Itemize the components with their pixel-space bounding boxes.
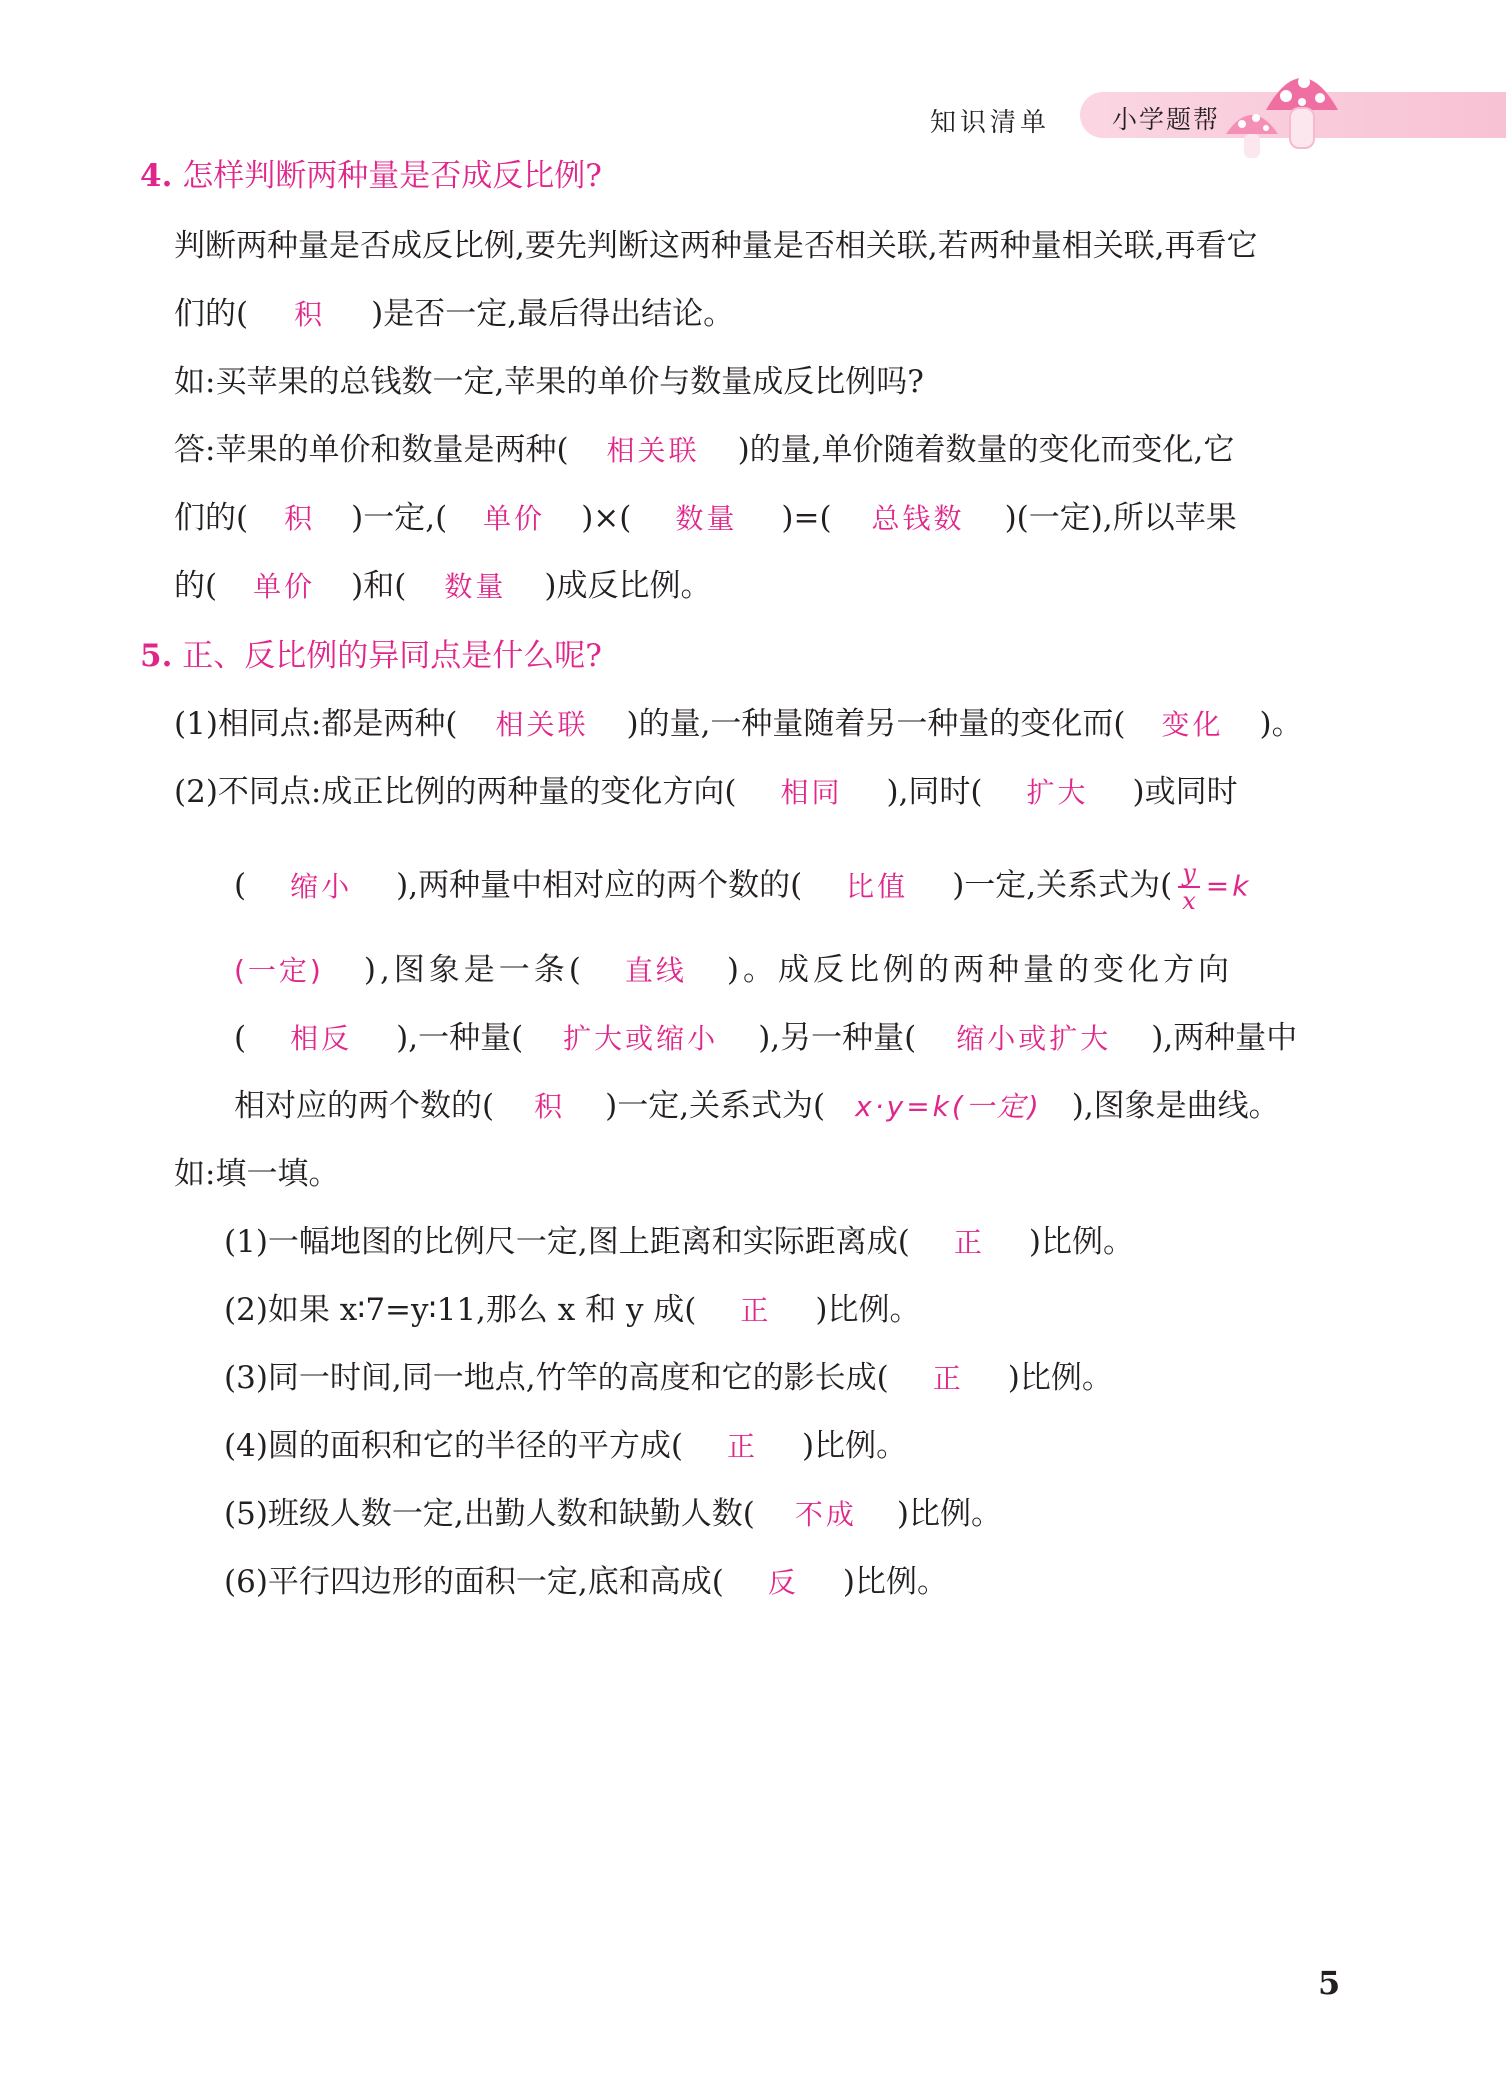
page-number: 5: [1318, 1964, 1341, 2002]
answer: 积: [284, 502, 316, 535]
text: (: [234, 1020, 247, 1056]
answer: 缩小: [290, 869, 353, 903]
text: )比例。: [896, 1496, 1002, 1532]
answer: 数量: [444, 570, 507, 603]
q4-answer-line3: [174, 566, 711, 607]
text: 们的(: [174, 500, 249, 536]
text: )一定,关系式为(: [952, 867, 1173, 904]
text: )。成反比例的两种量的变化方向: [726, 952, 1234, 988]
page-header: [0, 60, 1506, 150]
text: ),另一种量(: [758, 1020, 917, 1056]
text: 们的(: [174, 296, 249, 332]
text: (4)圆的面积和它的半径的平方成(: [224, 1428, 684, 1464]
answer: 相关联: [606, 434, 700, 467]
text: ),两种量中: [1151, 1020, 1298, 1056]
text: )比例。: [1007, 1360, 1113, 1396]
text: )或同时: [1132, 774, 1238, 810]
text: (6)平行四边形的面积一定,底和高成(: [224, 1564, 724, 1600]
text: (: [234, 867, 247, 904]
q5-difference-line4: [234, 1018, 1297, 1059]
fill-item-2: [224, 1290, 921, 1331]
text: )的量,单价随着数量的变化而变化,它: [737, 432, 1235, 468]
text: )=(: [781, 500, 832, 536]
text: )。: [1259, 706, 1303, 742]
fill-item-4: [224, 1426, 907, 1467]
answer: =k: [1205, 869, 1252, 903]
text: (1)相同点:都是两种(: [174, 706, 458, 742]
fill-intro: 如:填一填。: [174, 1156, 340, 1192]
text: )一定,关系式为(: [605, 1088, 826, 1124]
text: (2)不同点:成正比例的两种量的变化方向(: [174, 774, 737, 810]
q4-answer-line1: [174, 430, 1234, 471]
fill-item-3: [224, 1358, 1113, 1399]
fill-item-5: [224, 1494, 1002, 1535]
ratio-fraction: [1178, 860, 1200, 914]
answer: 比值: [846, 869, 909, 903]
answer: 不成: [794, 1498, 857, 1531]
answer: 单价: [483, 502, 546, 535]
fill-item-6: [224, 1562, 948, 1603]
q5-difference-line2: [234, 860, 1251, 914]
text: ),图象是曲线。: [1071, 1088, 1280, 1124]
answer: 缩小或扩大: [956, 1022, 1112, 1055]
answer: 直线: [624, 954, 687, 987]
answer: 相同: [780, 776, 843, 809]
text: ),两种量中相对应的两个数的(: [396, 867, 803, 904]
text: 相对应的两个数的(: [234, 1088, 495, 1124]
q5-difference-line3: [234, 950, 1233, 991]
text: 的(: [174, 568, 218, 604]
q5-heading: [140, 636, 602, 676]
answer: 数量: [675, 502, 738, 535]
text: )比例。: [1028, 1224, 1134, 1260]
q5-difference-line5: [234, 1086, 1280, 1127]
answer: 积: [534, 1090, 566, 1123]
text: ),一种量(: [396, 1020, 524, 1056]
text: (1)一幅地图的比例尺一定,图上距离和实际距离成(: [224, 1224, 910, 1260]
q4-example: 如:买苹果的总钱数一定,苹果的单价与数量成反比例吗?: [174, 364, 924, 400]
q4-p2: [174, 294, 734, 335]
answer: 扩大: [1026, 776, 1089, 809]
answer: 变化: [1161, 708, 1224, 741]
fill-item-1: [224, 1222, 1134, 1263]
fraction-numerator: y: [1178, 860, 1200, 888]
text: )的量,一种量随着另一种量的变化而(: [626, 706, 1126, 742]
q4-p1: 判断两种量是否成反比例,要先判断这两种量是否相关联,若两种量相关联,再看它: [174, 228, 1258, 264]
text: ),图象是一条(: [363, 952, 585, 988]
q4-answer-line2: [174, 498, 1237, 539]
text: )是否一定,最后得出结论。: [371, 296, 735, 332]
text: )和(: [351, 568, 407, 604]
header-brand: 小学题帮: [1112, 105, 1221, 134]
header-label: 知识清单: [930, 108, 1051, 138]
q4-title: 怎样判断两种量是否成反比例?: [182, 158, 602, 194]
text: )(一定),所以苹果: [1004, 500, 1237, 536]
q5-similarity: [174, 704, 1303, 745]
answer: 正: [727, 1430, 759, 1463]
text: )一定,(: [351, 500, 448, 536]
answer: 正: [932, 1362, 964, 1395]
answer: x·y=k(一定): [855, 1090, 1042, 1123]
text: (3)同一时间,同一地点,竹竿的高度和它的影长成(: [224, 1360, 889, 1396]
q5-number: 5.: [140, 638, 173, 674]
text: (5)班级人数一定,出勤人数和缺勤人数(: [224, 1496, 755, 1532]
text: )比例。: [842, 1564, 948, 1600]
q4-heading: [140, 156, 602, 196]
q4-number: 4.: [140, 158, 173, 194]
q5-title: 正、反比例的异同点是什么呢?: [182, 638, 602, 674]
answer: 积: [294, 298, 326, 331]
answer: 正: [953, 1226, 985, 1259]
answer: 正: [740, 1294, 772, 1327]
text: )比例。: [802, 1428, 908, 1464]
text: (2)如果 x∶7=y∶11,那么 x 和 y 成(: [224, 1292, 697, 1328]
answer: 反: [767, 1566, 799, 1599]
answer: (一定): [234, 954, 324, 987]
answer: 单价: [253, 570, 316, 603]
text: )×(: [581, 500, 632, 536]
text: ),同时(: [886, 774, 983, 810]
answer: 扩大或缩小: [563, 1022, 719, 1055]
answer: 相关联: [495, 708, 589, 741]
q5-difference-line1: [174, 772, 1238, 813]
answer: 相反: [290, 1022, 353, 1055]
fraction-denominator: x: [1182, 887, 1196, 915]
answer: 总钱数: [871, 502, 965, 535]
text: )比例。: [815, 1292, 921, 1328]
text: )成反比例。: [544, 568, 712, 604]
text: 答:苹果的单价和数量是两种(: [174, 432, 569, 468]
mushroom-big-icon: [1262, 60, 1342, 152]
